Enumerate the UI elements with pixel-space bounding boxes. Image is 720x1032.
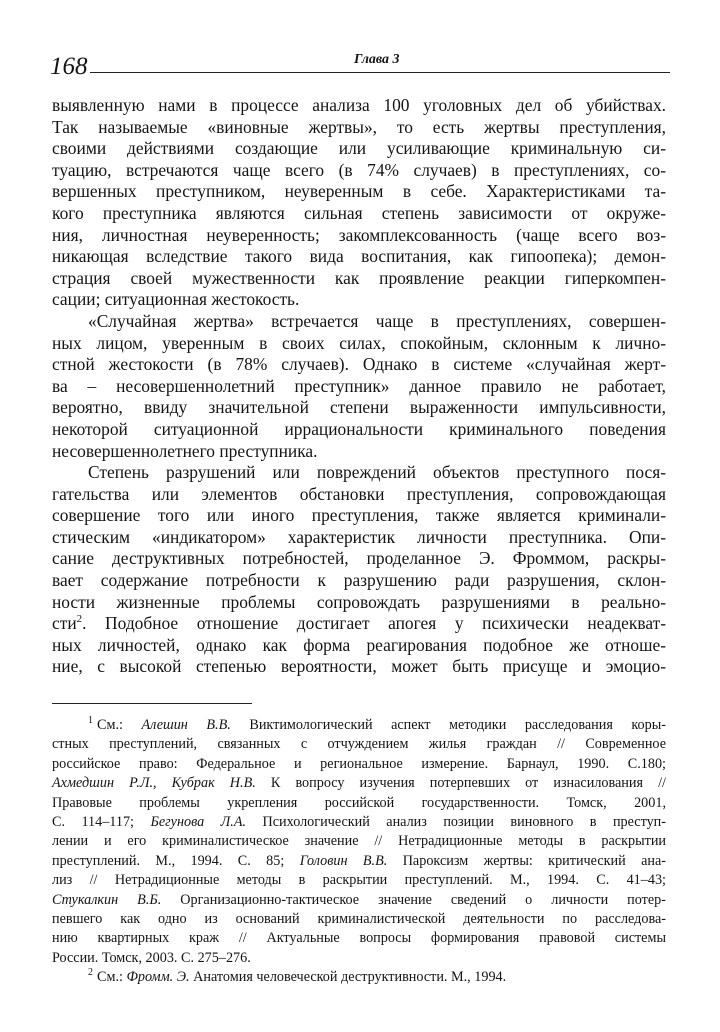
text-line [52,246,666,268]
footnote-text: стных преступлений, связанных с отчуждением жилья граждан // Современное [52,736,666,753]
text-line-content: сание деструктивных потребностей, проделанное Э. Фроммом, раскры- [52,548,666,569]
footnote-author: Бегунова Л.А. [150,813,247,830]
footnote-line [52,813,666,832]
text-line-content: гательства или элементов обстановки преступления, сопровождающая [52,483,666,504]
footnote-line [52,929,666,948]
text-line [52,397,666,419]
footnote-line [52,774,666,793]
footnote-author: Головин В.В. [299,852,388,869]
text-line-content: вершенных преступником, неуверенным в себе. Характеристиками та- [52,181,666,202]
footnote-line [52,832,666,851]
text-line [52,592,666,614]
footnote-line [52,871,666,890]
footnotes [52,716,666,987]
text-line-content: совершение того или иного преступления, также является криминали- [52,505,666,526]
text-line [52,613,666,635]
footnote-line [52,968,666,987]
footnote-text: Правовые проблемы укрепления российской государственности. Томск, 2001, [52,794,666,811]
text-line-content: туацию, встречаются чаще всего (в 74% случаев) в преступлениях, со- [52,159,666,180]
footnote-reference: 2 [76,613,83,626]
text-line [52,484,666,506]
running-head: Глава 3 [354,52,400,67]
footnote-text: См.: [97,969,127,986]
text-line [52,635,666,657]
text-line-content: вероятно, ввиду значительной степени выраженности импульсивности, [52,397,666,418]
footnote-line [52,755,666,774]
text-line [52,311,666,333]
text-line-content: своими действиями создающие или усиливающие криминальную си- [52,138,666,159]
text-line-content: ности жизненные проблемы сопровождать разрушениями в реально- [52,591,666,612]
text-line [52,354,666,376]
footnote-line [52,735,666,754]
footnote-line [52,949,666,968]
text-line-content: «Случайная жертва» встречается чаще в преступлениях, совершен- [88,310,666,331]
footnote-line [52,891,666,910]
text-line [52,225,666,247]
text-line-content: стическим «индикатором» характеристик личности преступника. Опи- [52,526,666,547]
footnote-marker: 2 [88,967,93,979]
footnote-text: преступлений. М., 1994. С. 85; [52,852,300,869]
footnote-line [52,852,666,871]
text-line [52,656,666,678]
text-line [52,527,666,549]
footnote-author: Алешин В.В. [141,717,231,733]
text-line-content: выявленную нами в процессе анализа 100 уголовных дел об убийствах. [52,95,666,115]
footnote-text: См.: [97,717,142,733]
footnote-author: Ахмедшин Р.Л., Кубрак Н.В. [52,775,256,792]
text-line [52,203,666,225]
text-line [52,117,666,139]
footnote-text: Психологический анализ позиции виновного в преступ- [246,813,666,830]
text-line [52,160,666,182]
text-line-content: Так называемые «виновные жертвы», то есть жертвы преступления, [52,116,666,137]
text-line-content: ние, с высокой степенью вероятности, может быть присуще и эмоцио- [52,656,666,677]
footnote-marker: 1 [88,715,93,727]
footnote-line [52,910,666,929]
footnote-line [52,794,666,813]
text-line-content: вает содержание потребности к разрушению ради разрушения, склон- [52,570,666,591]
text-line-content: сти [52,613,77,634]
text-line [52,289,666,311]
footnote-text: российское право: Федеральное и региональное измерение. Барнаул, 1990. С.180; [52,755,666,772]
text-line [52,570,666,592]
footnote-text: лении и его криминалистическое значение // Нетрадиционные методы в раскрытии [52,833,666,850]
footnote-text: Анатомия человеческой деструктивности. М., 1994. [189,969,507,986]
footnote-text: К вопросу изучения потерпевших от изнасилования // [255,775,666,792]
footnote-text: Пароксизм жертвы: критический ана- [387,852,666,869]
footnote-text: певшего как одно из оснований криминалистической деятельности по расследова- [52,910,666,927]
text-line [52,138,666,160]
text-line [52,419,666,441]
footnote-text: Виктимологический аспект методики расследования коры- [230,717,667,733]
footnote-line [52,716,666,735]
text-line [52,462,666,484]
text-line-content: Степень разрушений или повреждений объектов преступного пося- [88,462,666,483]
footnote-text: лиз // Нетрадиционные методы в раскрытии преступлений. М., 1994. С. 41–43; [52,872,666,889]
text-line-content: сации; ситуационная жестокость. [52,289,300,310]
footnote-text: С. 114–117; [52,813,151,830]
footnote-author: Стукалкин В.Б. [52,891,162,908]
text-line [52,376,666,398]
text-line [52,548,666,570]
text-line-content: стной жестокости (в 78% случаев). Однако в системе «случайная жерт- [52,354,666,375]
footnote-text: нию квартирных краж // Актуальные вопросы формирования правовой системы [52,930,666,947]
text-line [52,441,666,463]
footnote-text: России. Томск, 2003. С. 275–276. [52,949,251,966]
header-rule [90,72,670,73]
text-line-content: кого преступника являются сильная степень зависимости от окруже- [52,202,666,223]
text-line-content: некоторой ситуационной иррациональности криминального поведения [52,418,666,439]
text-line [52,333,666,355]
text-line [52,268,666,290]
text-line [52,95,666,117]
text-line-content: несовершеннолетнего преступника. [52,440,318,461]
text-line-content: ния, личностная неуверенность; закомплексованность (чаще всего воз- [52,224,666,245]
body-text [52,95,666,678]
text-line [52,181,666,203]
footnote-author: Фромм. Э. [126,969,190,986]
footnote-text: Организационно-тактическое значение сведений о личности потер- [161,891,666,908]
text-line-content: ва – несовершеннолетний преступник» данное правило не работает, [52,375,666,396]
text-line-content: ных личностей, однако как форма реагирования подобное же отноше- [52,634,666,655]
text-line-content: страция своей мужественности как проявление реакции гиперкомпен- [52,267,666,288]
page-header [50,52,670,86]
text-line-content: ных лицом, уверенным в своих силах, спокойным, склонным к лично- [52,332,666,353]
text-line-content: никающая вследствие такого вида воспитания, как гипоопека); демон- [52,246,666,267]
page-number: 168 [50,53,88,80]
text-line-content: . Подобное отношение достигает апогея у психически неадекват- [82,613,666,634]
footnote-separator [52,703,252,704]
text-line [52,505,666,527]
